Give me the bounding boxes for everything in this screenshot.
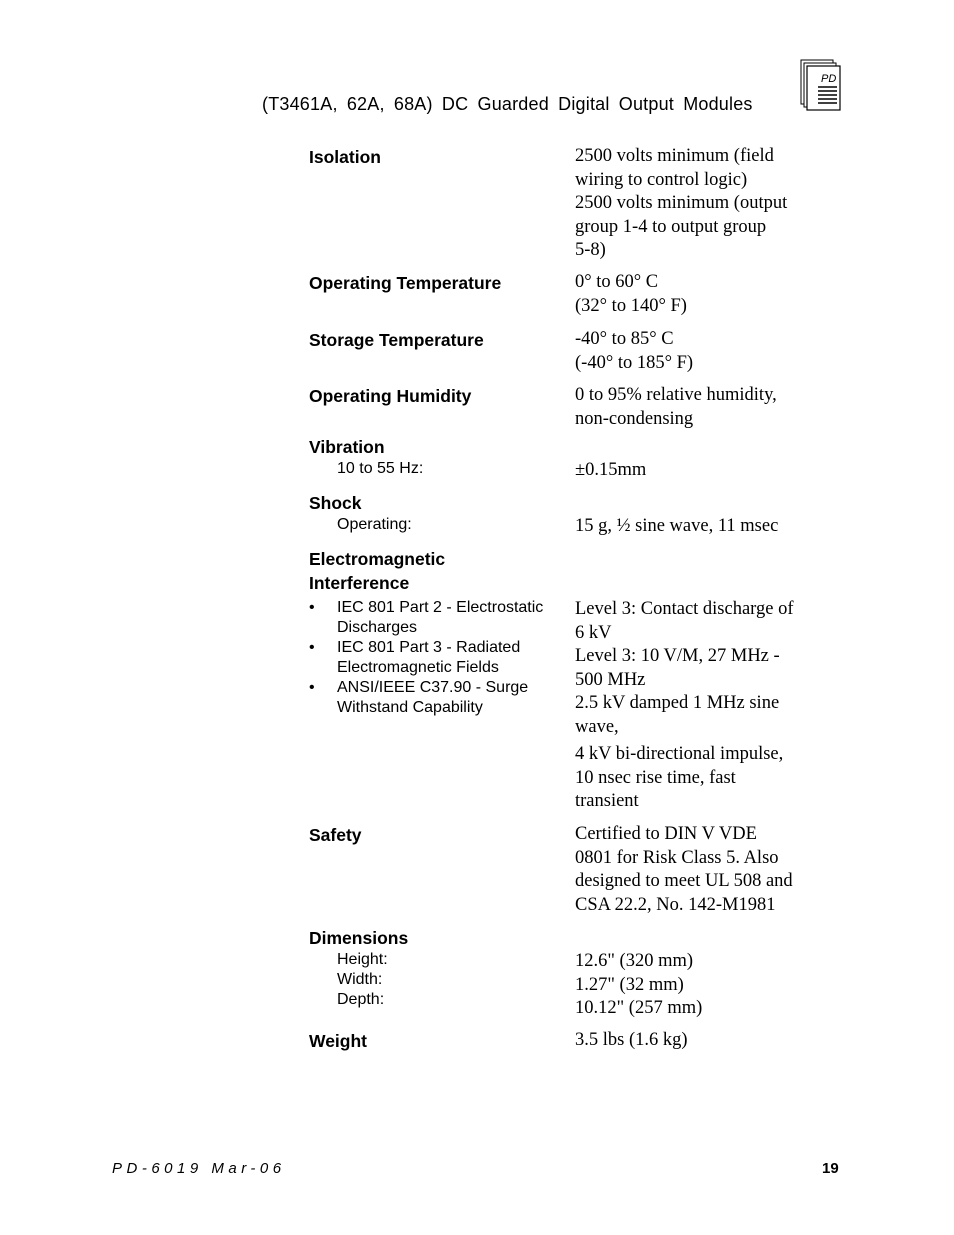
value-line: (-40° to 185° F) (575, 352, 694, 373)
value-line: designed to meet UL 508 and (575, 871, 793, 891)
safety-value (575, 823, 840, 917)
value-line: 0 to 95% relative humidity, (575, 385, 777, 405)
label-line: Electromagnetic (309, 549, 446, 569)
dimension-width-label: Width: (337, 971, 383, 988)
footer-page-number: 19 (822, 1160, 839, 1177)
pd-document-icon (799, 58, 843, 112)
value-line: Certified to DIN V VDE (575, 824, 757, 844)
vibration-frequency-label: 10 to 55 Hz: (337, 460, 424, 477)
vibration-label: Vibration (309, 437, 385, 457)
dimension-width-value: 1.27" (32 mm) (575, 974, 684, 995)
dimensions-sublabels (337, 950, 388, 1010)
value-line: non-condensing (575, 408, 694, 429)
value-line: 5-8) (575, 240, 606, 260)
item-line: IEC 801 Part 2 - Electrostatic (337, 599, 544, 616)
dimension-height-value: 12.6" (320 mm) (575, 951, 694, 971)
value-line: Level 3: 10 V/M, 27 MHz - (575, 646, 780, 666)
storage-temperature-value (575, 328, 840, 375)
item-line: Electromagnetic Fields (337, 659, 499, 676)
vibration-value: ±0.15mm (575, 460, 647, 480)
label-line: Interference (309, 573, 410, 593)
emi-value (575, 598, 840, 814)
value-line: CSA 22.2, No. 142-M1981 (575, 894, 776, 915)
value-line: transient (575, 791, 639, 811)
item-line: ANSI/IEEE C37.90 - Surge (337, 679, 529, 696)
value-line: -40° to 85° C (575, 329, 674, 349)
shock-operating-label: Operating: (337, 516, 412, 533)
value-line: 10 nsec rise time, fast (575, 767, 736, 788)
value-line: Level 3: Contact discharge of (575, 599, 794, 619)
isolation-label: Isolation (309, 147, 381, 167)
weight-label: Weight (309, 1031, 368, 1051)
storage-temperature-label: Storage Temperature (309, 330, 484, 350)
value-line: (32° to 140° F) (575, 295, 687, 316)
bullet-marker: • (309, 639, 315, 656)
value-line: group 1-4 to output group (575, 216, 767, 237)
shock-value: 15 g, ½ sine wave, 11 msec (575, 516, 779, 536)
bullet-marker: • (309, 679, 315, 696)
isolation-value (575, 145, 840, 263)
dimension-height-label: Height: (337, 951, 388, 968)
value-line: wiring to control logic) (575, 169, 748, 190)
emi-item-radiated (337, 638, 520, 678)
operating-temperature-label: Operating Temperature (309, 273, 502, 293)
shock-label: Shock (309, 493, 362, 513)
value-line: 4 kV bi-directional impulse, (575, 744, 784, 764)
operating-humidity-label: Operating Humidity (309, 386, 472, 406)
value-line: 2500 volts minimum (output (575, 193, 788, 213)
value-line: 2.5 kV damped 1 MHz sine (575, 693, 780, 713)
value-line: 500 MHz (575, 669, 646, 690)
operating-humidity-value (575, 384, 840, 431)
bullet-marker: • (309, 599, 315, 616)
item-line: Withstand Capability (337, 699, 483, 716)
emi-item-surge (337, 678, 528, 718)
item-line: IEC 801 Part 3 - Radiated (337, 639, 521, 656)
page-header-title: (T3461A, 62A, 68A) DC Guarded Digital Output Modules (262, 94, 753, 114)
dimensions-label: Dimensions (309, 928, 409, 948)
value-line: 6 kV (575, 622, 612, 643)
value-line: 0° to 60° C (575, 272, 659, 292)
emi-label (309, 547, 445, 595)
item-line: Discharges (337, 619, 418, 636)
dimensions-value (575, 950, 840, 1021)
weight-value: 3.5 lbs (1.6 kg) (575, 1030, 688, 1050)
value-line: 2500 volts minimum (field (575, 146, 774, 166)
safety-label: Safety (309, 825, 362, 845)
dimension-depth-value: 10.12" (257 mm) (575, 998, 703, 1018)
emi-item-esd (337, 598, 543, 638)
footer-document-id: PD-6019 Mar-06 (112, 1160, 286, 1177)
operating-temperature-value (575, 271, 840, 318)
dimension-depth-label: Depth: (337, 991, 385, 1008)
pd-logo-text: PD (821, 73, 837, 85)
value-line: wave, (575, 716, 619, 737)
value-line: 0801 for Risk Class 5. Also (575, 847, 779, 868)
